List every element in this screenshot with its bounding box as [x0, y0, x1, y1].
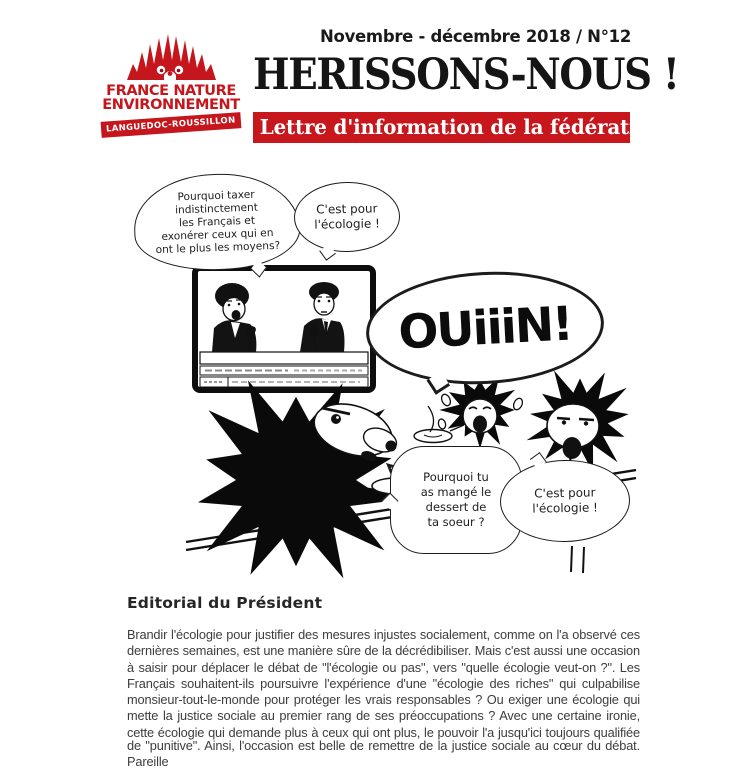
- speech-bubble-ecology-table: C'est pour l'écologie !: [499, 459, 630, 543]
- paragraph-line: de "punitive". Ainsi, l'occasion est belle de remettre de la justice sociale au cœur du débat. Pareille: [127, 738, 640, 770]
- tv-screen: [195, 268, 373, 390]
- issue-date: Novembre - décembre 2018 / N°12: [320, 27, 631, 46]
- logo-org-name: FRANCE NATURE ENVIRONNEMENT: [102, 83, 240, 113]
- speech-bubble-dessert-question: Pourquoi tu as mangé le dessert de ta soeur ?: [390, 446, 522, 554]
- paragraph-line: cette écologie qui demande plus à ceux qui ont plus, le pouvoir l'a jusqu'ici toujours qualifiée: [127, 724, 640, 740]
- paragraph-line: Français souhaitent-ils poursuivre l'expérience d'une "écologie des riches" qui culpabilise: [127, 675, 640, 691]
- subtitle-text: Lettre d'information de la fédération: [259, 115, 664, 139]
- subtitle-banner: [253, 112, 664, 143]
- speech-bubble-ecology-tv: C'est pour l'écologie !: [293, 181, 400, 253]
- newsletter-title: HERISSONS-NOUS !: [253, 50, 679, 100]
- plate-on-table: [414, 425, 464, 443]
- editorial-cartoon: [128, 168, 640, 592]
- hedgehog-logo-icon: [123, 30, 219, 82]
- logo-region-badge: LANGUEDOC-ROUSSILLON: [101, 112, 241, 138]
- paragraph-line: mette la justice sociale au premier rang de ses préoccupations ? Avec une certaine ironie,: [127, 708, 640, 724]
- speech-bubble-tax-question: Pourquoi taxer indistinctement les Français et exonérer ceux qui en ont le plus les moyens?: [132, 171, 301, 273]
- paragraph-line: à saisir pour déplacer le débat de "l'écologie ou pas", vers "quelle écologie veut-on ?". Les: [127, 659, 640, 675]
- paragraph-line: dernières semaines, est une manière sûre de la décrédibiliser. Mais c'est aussi une occasion: [127, 643, 640, 659]
- cry-bubble: OUiiiN!: [363, 266, 607, 390]
- news-ticker: [200, 352, 368, 387]
- editorial-heading: Editorial du Président: [127, 594, 323, 612]
- fne-logo: [100, 30, 242, 133]
- paragraph-line: monsieur-tout-le-monde pour protéger les vrais responsables ? Ou exiger une écologie qui: [127, 692, 640, 708]
- editorial-paragraph: [127, 627, 640, 771]
- paragraph-line: Brandir l'écologie pour justifier des mesures injustes socialement, comme on l'a observé ces: [127, 627, 640, 642]
